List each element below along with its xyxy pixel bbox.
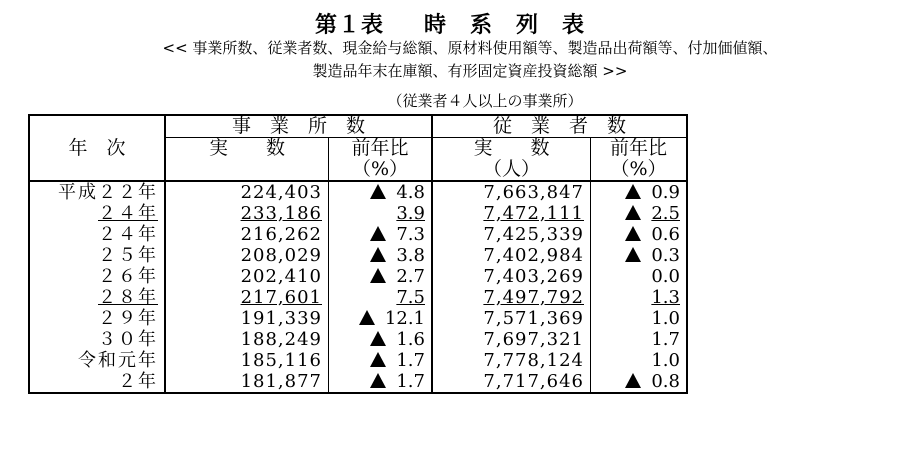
est-actual-cell <box>165 203 329 224</box>
page-title <box>0 8 900 39</box>
emp-ratio-cell <box>591 350 688 371</box>
year-label: ２６年 <box>98 266 158 287</box>
year-cell <box>29 203 165 224</box>
decrease-triangle-icon <box>370 184 386 199</box>
year-cell <box>29 266 165 287</box>
est-actual-cell <box>165 266 329 287</box>
est-actual-value: 181,877 <box>240 371 322 392</box>
est-actual-value: 185,116 <box>240 350 322 371</box>
subtitle-line-1: << 事業所数、従業者数、現金給与総額、原材料使用額等、製造品出荷額等、付加価値額、 <box>162 39 778 57</box>
est-actual-value: 191,339 <box>240 308 322 329</box>
emp-ratio-header <box>591 138 688 160</box>
emp-actual-value: 7,663,847 <box>483 182 584 203</box>
est-actual-cell <box>165 181 329 203</box>
emp-ratio-cell <box>591 181 688 203</box>
est-actual-cell <box>165 287 329 308</box>
est-ratio-label: 前年比 <box>351 137 409 159</box>
table-row <box>29 224 687 245</box>
est-ratio-unit-label: （%） <box>351 158 409 180</box>
decrease-triangle-icon <box>370 226 386 241</box>
year-cell <box>29 350 165 371</box>
establishments-group-header <box>165 115 432 138</box>
emp-ratio-value: 0.3 <box>651 245 680 266</box>
year-cell <box>29 245 165 266</box>
table-row <box>29 329 687 350</box>
emp-ratio-cell <box>591 224 688 245</box>
est-actual-cell <box>165 371 329 393</box>
emp-ratio-unit <box>591 159 688 181</box>
decrease-triangle-icon <box>370 352 386 367</box>
year-label: ２年 <box>118 371 158 392</box>
est-ratio-value: 3.9 <box>396 203 425 224</box>
table-number: 第１表 <box>314 13 384 38</box>
emp-actual-value: 7,778,124 <box>483 350 584 371</box>
decrease-triangle-icon <box>625 247 641 262</box>
table-row <box>29 245 687 266</box>
est-ratio-cell <box>329 203 433 224</box>
year-label: ２４年 <box>98 203 158 224</box>
emp-ratio-value: 1.3 <box>651 287 680 308</box>
year-label: ２４年 <box>98 224 158 245</box>
emp-ratio-cell <box>591 245 688 266</box>
decrease-triangle-icon <box>370 247 386 262</box>
emp-actual-cell <box>432 224 591 245</box>
est-actual-value: 202,410 <box>240 266 322 287</box>
decrease-triangle-icon <box>370 268 386 283</box>
emp-unit-label: （人） <box>482 158 540 180</box>
emp-ratio-value: 0.8 <box>651 371 680 392</box>
est-ratio-value: 1.7 <box>396 350 425 371</box>
est-ratio-cell <box>329 245 433 266</box>
year-label: ３０年 <box>98 329 158 350</box>
est-ratio-unit <box>329 159 433 181</box>
est-actual-label: 実 数 <box>208 137 285 159</box>
est-ratio-cell <box>329 266 433 287</box>
emp-ratio-value: 1.0 <box>651 350 680 371</box>
est-actual-value: 208,029 <box>240 245 322 266</box>
emp-actual-cell <box>432 203 591 224</box>
emp-actual-cell <box>432 350 591 371</box>
emp-ratio-value: 1.7 <box>651 329 680 350</box>
employees-group-label: 従 業 者 数 <box>492 115 626 137</box>
emp-actual-label: 実 数 <box>473 137 550 159</box>
emp-actual-cell <box>432 329 591 350</box>
est-actual-cell <box>165 350 329 371</box>
decrease-triangle-icon <box>625 373 641 388</box>
emp-actual-cell <box>432 308 591 329</box>
est-ratio-value: 4.8 <box>396 182 425 203</box>
year-label: ２５年 <box>98 245 158 266</box>
decrease-triangle-icon <box>625 226 641 241</box>
scope-note: （従業者４人以上の事業所） <box>387 92 583 110</box>
est-ratio-cell <box>329 308 433 329</box>
est-ratio-header <box>329 138 433 160</box>
est-ratio-value: 7.5 <box>396 287 425 308</box>
est-actual-cell <box>165 224 329 245</box>
year-cell <box>29 329 165 350</box>
est-ratio-value: 2.7 <box>396 266 425 287</box>
emp-actual-cell <box>432 371 591 393</box>
est-ratio-value: 1.7 <box>396 371 425 392</box>
emp-ratio-value: 0.9 <box>651 182 680 203</box>
table-row <box>29 287 687 308</box>
establishments-group-label: 事 業 所 数 <box>231 115 365 137</box>
emp-actual-cell <box>432 181 591 203</box>
emp-actual-value: 7,425,339 <box>483 224 584 245</box>
year-header-label: 年 次 <box>68 136 126 159</box>
year-label: 平成２２年 <box>58 182 158 203</box>
decrease-triangle-icon <box>625 184 641 199</box>
emp-ratio-cell <box>591 266 688 287</box>
emp-ratio-cell <box>591 371 688 393</box>
year-cell <box>29 181 165 203</box>
decrease-triangle-icon <box>370 331 386 346</box>
table-row <box>29 266 687 287</box>
table-row <box>29 203 687 224</box>
emp-ratio-cell <box>591 203 688 224</box>
est-ratio-value: 3.8 <box>396 245 425 266</box>
year-header <box>29 115 165 181</box>
year-cell <box>29 308 165 329</box>
decrease-triangle-icon <box>370 373 386 388</box>
emp-actual-value: 7,717,646 <box>483 371 584 392</box>
table-row <box>29 308 687 329</box>
est-ratio-cell <box>329 371 433 393</box>
table-row <box>29 350 687 371</box>
year-label: ２９年 <box>98 308 158 329</box>
est-ratio-cell <box>329 287 433 308</box>
est-ratio-value: 12.1 <box>384 308 425 329</box>
emp-actual-value: 7,571,369 <box>483 308 584 329</box>
est-actual-cell <box>165 329 329 350</box>
est-actual-value: 188,249 <box>240 329 322 350</box>
est-actual-cell <box>165 308 329 329</box>
est-actual-value: 216,262 <box>240 224 322 245</box>
year-label: ２８年 <box>98 287 158 308</box>
table-body <box>29 181 687 393</box>
employees-group-header <box>432 115 687 138</box>
est-actual-value: 217,601 <box>240 287 322 308</box>
emp-actual-value: 7,402,984 <box>483 245 584 266</box>
est-ratio-value: 7.3 <box>396 224 425 245</box>
emp-actual-value: 7,497,792 <box>483 287 584 308</box>
est-ratio-cell <box>329 224 433 245</box>
est-ratio-cell <box>329 350 433 371</box>
emp-actual-value: 7,472,111 <box>483 203 584 224</box>
emp-unit <box>432 159 591 181</box>
decrease-triangle-icon <box>359 310 375 325</box>
year-cell <box>29 287 165 308</box>
emp-ratio-value: 0.0 <box>651 266 680 287</box>
table-title: 時 系 列 表 <box>424 13 586 38</box>
emp-actual-cell <box>432 266 591 287</box>
est-ratio-cell <box>329 181 433 203</box>
emp-ratio-value: 1.0 <box>651 308 680 329</box>
emp-actual-header <box>432 138 591 160</box>
emp-actual-cell <box>432 245 591 266</box>
est-actual-header <box>165 138 329 182</box>
est-ratio-value: 1.6 <box>396 329 425 350</box>
emp-actual-cell <box>432 287 591 308</box>
year-label: 令和元年 <box>78 350 158 371</box>
est-actual-value: 224,403 <box>240 182 322 203</box>
est-actual-cell <box>165 245 329 266</box>
table-row <box>29 371 687 393</box>
emp-ratio-unit-label: （%） <box>610 158 667 180</box>
emp-actual-value: 7,697,321 <box>483 329 584 350</box>
decrease-triangle-icon <box>625 205 641 220</box>
est-ratio-cell <box>329 329 433 350</box>
table-row <box>29 181 687 203</box>
emp-ratio-cell <box>591 287 688 308</box>
est-actual-value: 233,186 <box>240 203 322 224</box>
emp-ratio-value: 0.6 <box>651 224 680 245</box>
emp-actual-value: 7,403,269 <box>483 266 584 287</box>
subtitle-line-2: 製造品年末在庫額、有形固定資産投資総額 >> <box>312 62 628 80</box>
year-cell <box>29 224 165 245</box>
emp-ratio-cell <box>591 329 688 350</box>
time-series-table <box>28 114 688 394</box>
emp-ratio-value: 2.5 <box>651 203 680 224</box>
year-cell <box>29 371 165 393</box>
emp-ratio-label: 前年比 <box>609 137 667 159</box>
emp-ratio-cell <box>591 308 688 329</box>
